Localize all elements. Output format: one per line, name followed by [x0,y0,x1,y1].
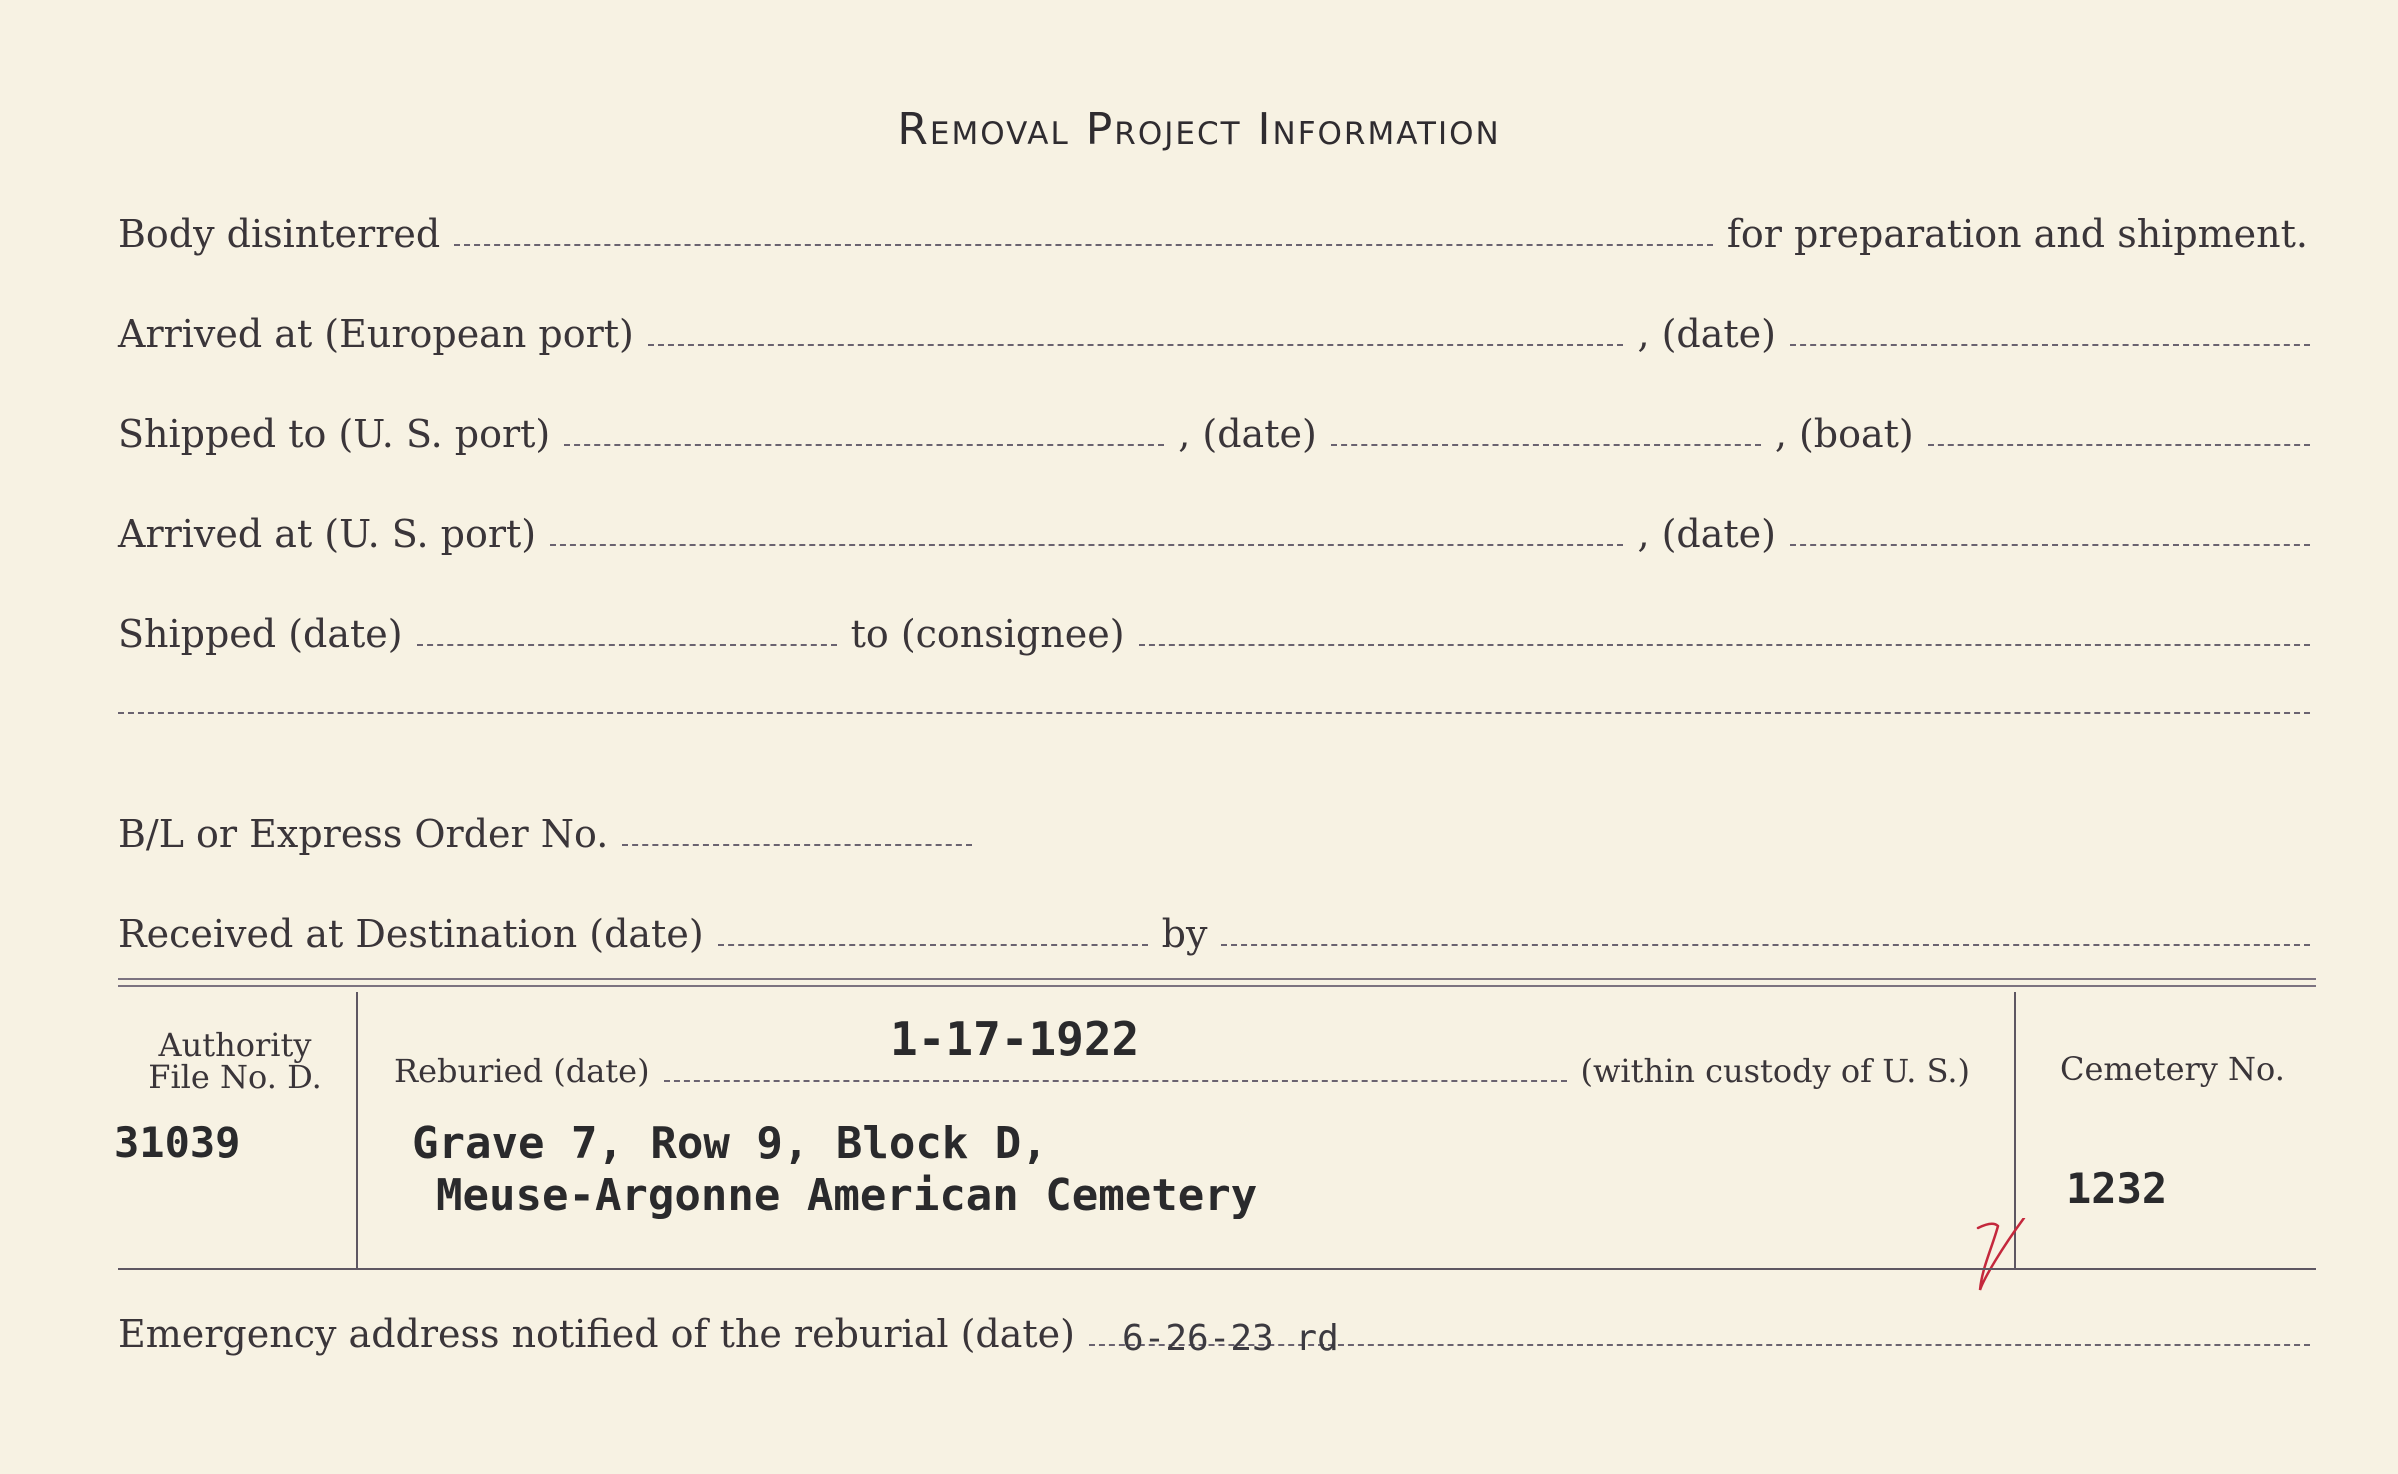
row-bl-express [118,812,2316,856]
label-for-preparation: for preparation and shipment. [1726,212,2308,256]
row-body-disinterred [118,212,2316,256]
column-divider-left [356,992,358,1268]
field-boat[interactable] [1928,444,2310,446]
cemetery-label: Cemetery No. [2060,1050,2285,1088]
row-received-destination [118,912,2316,956]
label-within-custody: (within custody of U. S.) [1580,1052,1970,1090]
cemetery-number: 1232 [2066,1164,2168,1213]
authority-file-number: 31039 [114,1118,241,1167]
label-boat: , (boat) [1774,412,1914,456]
card-title: Removal Project Information [897,104,1501,155]
field-ship-date[interactable] [1331,444,1761,446]
reburied-date-value: 1-17-1922 [890,1012,1140,1066]
field-consignee-line2[interactable] [118,712,2310,714]
row-arrived-us [118,512,2316,556]
field-reburied-date[interactable] [664,1080,1567,1082]
field-european-date[interactable] [1790,344,2310,346]
label-shipped-to-us: Shipped to (U. S. port) [118,412,551,456]
field-us-port[interactable] [564,444,1164,446]
field-arrived-us-date[interactable] [1790,544,2310,546]
field-arrived-us-port[interactable] [550,544,1623,546]
section-bottom-rule [118,1268,2316,1270]
row-shipped-to-us [118,412,2316,456]
label-body-disinterred: Body disinterred [118,212,441,256]
label-reburied: Reburied (date) [394,1052,650,1090]
field-shipped-date[interactable] [417,644,837,646]
row-arrived-european [118,312,2316,356]
row-shipped-date [118,612,2316,656]
authority-label-line2: File No. D. [148,1058,322,1096]
field-received-date[interactable] [718,944,1148,946]
field-received-by[interactable] [1221,944,2310,946]
label-emergency: Emergency address notified of the reburial (date) [118,1312,1075,1356]
label-to-consignee: to (consignee) [850,612,1125,656]
field-body-disinterred[interactable] [454,244,1713,246]
label-received-destination: Received at Destination (date) [118,912,704,956]
row-consignee-continued [118,712,2316,724]
label-shipped-date: Shipped (date) [118,612,403,656]
section-divider [118,978,2316,987]
field-bl-express[interactable] [622,844,972,846]
authority-label-line1: Authority [158,1026,312,1064]
red-handwritten-check-icon [1972,1218,2032,1298]
field-european-port[interactable] [648,344,1624,346]
label-date-3: , (date) [1637,512,1776,556]
label-date-2: , (date) [1178,412,1317,456]
grave-location-line1: Grave 7, Row 9, Block D, [412,1118,1048,1169]
grave-location-line2: Meuse-Argonne American Cemetery [436,1170,1258,1221]
row-reburied [394,1052,1978,1090]
label-date-1: , (date) [1637,312,1776,356]
field-consignee[interactable] [1139,644,2310,646]
label-bl-express: B/L or Express Order No. [118,812,609,856]
emergency-date-value: 6-26-23 rd [1122,1318,1339,1359]
label-by: by [1161,912,1208,956]
label-arrived-european: Arrived at (European port) [118,312,634,356]
label-arrived-us: Arrived at (U. S. port) [118,512,537,556]
